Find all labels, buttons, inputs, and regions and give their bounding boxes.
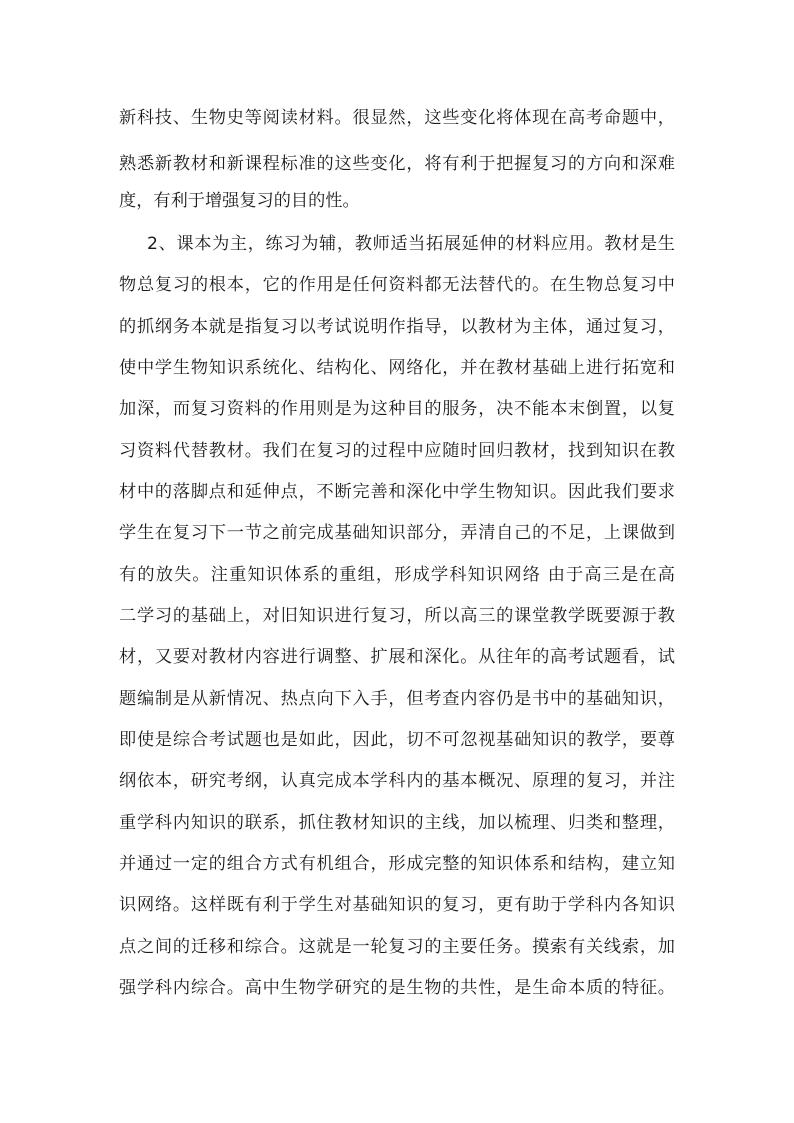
text-line-18: 重学科内知识的联系，抓住教材知识的主线，加以梳理、归类和整理， <box>119 813 675 833</box>
text-line-19: 并通过一定的组合方式有机组合，形成完整的知识体系和结构，建立知 <box>119 854 675 874</box>
text-line-14: 材，又要对教材内容进行调整、扩展和深化。从往年的高考试题看，试 <box>119 647 675 667</box>
text-line-13: 二学习的基础上，对旧知识进行复习，所以高三的课堂教学既要源于教 <box>119 606 675 626</box>
text-line-17: 纲依本，研究考纲，认真完成本学科内的基本概况、原理的复习，并注 <box>119 771 675 791</box>
text-line-1: 新科技、生物史等阅读材料。很显然，这些变化将体现在高考命题中， <box>119 108 675 128</box>
text-line-11: 学生在复习下一节之前完成基础知识部分，弄清自己的不足，上课做到 <box>119 523 675 543</box>
text-line-3: 度，有利于增强复习的目的性。 <box>119 191 360 211</box>
text-line-10: 材中的落脚点和延伸点，不断完善和深化中学生物知识。因此我们要求 <box>119 482 675 502</box>
text-line-22: 强学科内综合。高中生物学研究的是生物的共性，是生命本质的特征。 <box>119 978 675 998</box>
text-line-20: 识网络。这样既有利于学生对基础知识的复习，更有助于学科内各知识 <box>119 895 675 915</box>
text-line-9: 习资料代替教材。我们在复习的过程中应随时回归教材，找到知识在教 <box>119 441 675 461</box>
text-line-8: 加深，而复习资料的作用则是为这种目的服务，决不能本末倒置，以复 <box>119 399 675 419</box>
text-line-2: 熟悉新教材和新课程标准的这些变化，将有利于把握复习的方向和深难 <box>119 154 675 174</box>
text-line-5: 物总复习的根本，它的作用是任何资料都无法替代的。在生物总复习中 <box>119 275 675 295</box>
text-line-16: 即使是综合考试题也是如此，因此，切不可忽视基础知识的教学，要尊 <box>119 730 675 750</box>
text-line-12: 有的放失。注重知识体系的重组，形成学科知识网络 由于高三是在高 <box>119 565 675 585</box>
text-line-21: 点之间的迁移和综合。这就是一轮复习的主要任务。摸索有关线索，加 <box>119 937 675 957</box>
text-line-6: 的抓纲务本就是指复习以考试说明作指导，以教材为主体，通过复习， <box>119 317 675 337</box>
text-line-4: 2、课本为主，练习为辅，教师适当拓展延伸的材料应用。教材是生 <box>147 234 675 254</box>
text-line-7: 使中学生物知识系统化、结构化、网络化，并在教材基础上进行拓宽和 <box>119 358 675 378</box>
text-line-15: 题编制是从新情况、热点向下入手，但考查内容仍是书中的基础知识， <box>119 689 675 709</box>
